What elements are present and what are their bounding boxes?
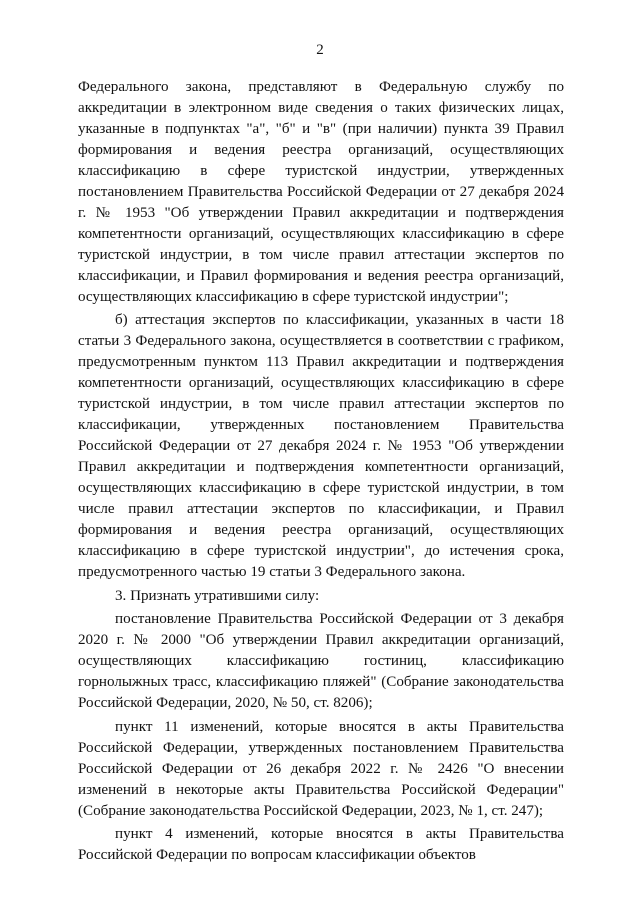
paragraph-repealed-point-4: пункт 4 изменений, которые вносятся в акты Правительства Российской Федерации по вопросам классификации объектов <box>78 825 564 863</box>
page-number: 2 <box>316 42 324 58</box>
paragraph-continuation: Федерального закона, представляют в Федеральную службу по аккредитации в электронном виде сведения о таких физических лицах, указанные в подпунктах "а", "б" и "в" (при наличии) пункта 39 Правил формирования и ведения реестра организаций, осуществляющих классификацию в сфере туристской индустрии, утвержденных постановлением Правительства Российской Федерации от 27 декабря 2024 г. № 1953 "Об утверждении Правил аккредитации и подтверждения компетентности организаций, осуществляющих классификацию в сфере туристской индустрии, в том числе правил аттестации экспертов по классификации, и Правил формирования и ведения реестра организаций, осуществляющих классификацию в сфере туристской индустрии"; <box>78 79 564 305</box>
paragraph-repealed-point-11: пункт 11 изменений, которые вносятся в акты Правительства Российской Федерации, утвержденных постановлением Правительства Российской Федерации от 26 декабря 2022 г. № 2426 "О внесении изменений в некоторые акты Правительства Российской Федерации" (Собрание законодательства Российской Федерации, 2023, № 1, ст. 247); <box>78 718 564 819</box>
document-body <box>78 77 564 868</box>
paragraph-repealed-resolution: постановление Правительства Российской Федерации от 3 декабря 2020 г. № 2000 "Об утверждении Правил аккредитации организаций, осуществляющих классификацию гостиниц, классификацию горнолыжных трасс, классификацию пляжей" (Собрание законодательства Российской Федерации, 2020, № 50, ст. 8206); <box>78 611 564 712</box>
paragraph-point-3: 3. Признать утратившими силу: <box>115 587 320 604</box>
paragraph-item-b: б) аттестация экспертов по классификации, указанных в части 18 статьи 3 Федерального закона, осуществляется в соответствии с графиком, предусмотренным пунктом 113 Правил аккредитации и подтверждения компетентности организаций, осуществляющих классификацию в сфере туристской индустрии, в том числе правил аттестации экспертов по классификации, утвержденных постановлением Правительства Российской Федерации от 27 декабря 2024 г. № 1953 "Об утверждении Правил аккредитации и подтверждения компетентности организаций, осуществляющих классификацию в сфере туристской индустрии, в том числе правил аттестации экспертов по классификации, и Правил формирования и ведения реестра организаций, осуществляющих классификацию в сфере туристской индустрии", до истечения срока, предусмотренного частью 19 статьи 3 Федерального закона. <box>78 312 564 581</box>
